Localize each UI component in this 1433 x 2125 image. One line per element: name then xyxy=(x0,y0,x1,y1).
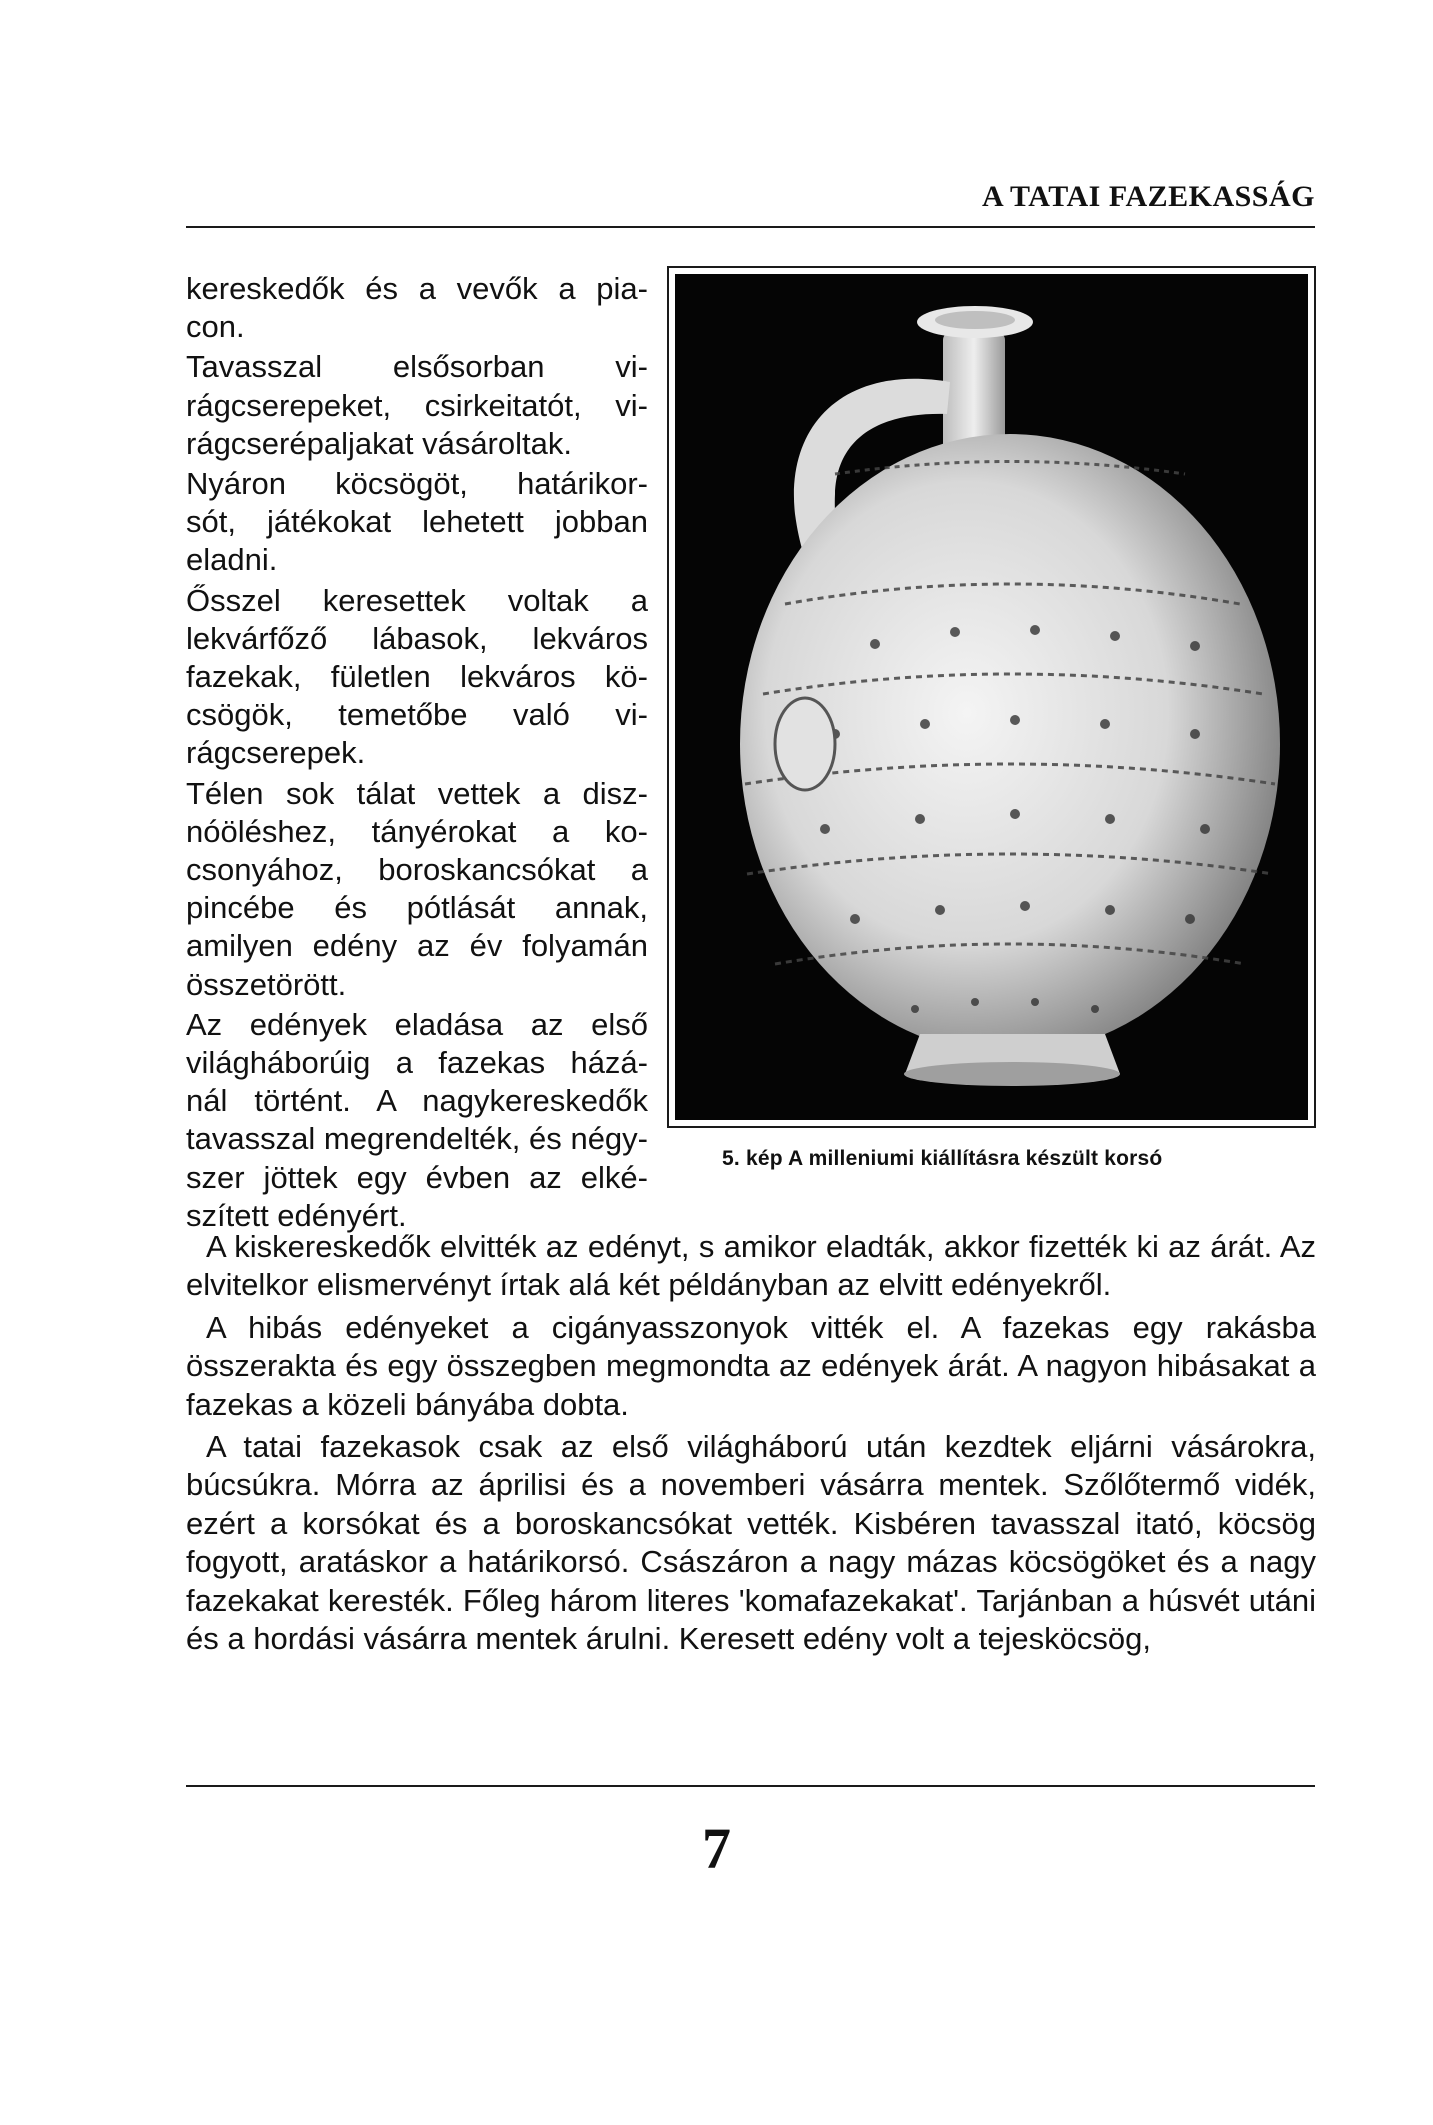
text-line: pincébe és pótlását annak, xyxy=(186,890,648,926)
text-line: tavasszal megrendelték, és négy- xyxy=(186,1121,648,1157)
paragraph-1 xyxy=(186,348,648,463)
text-line: amilyen edény az év folyamán xyxy=(186,928,648,964)
text-line: lekvárfőző lábasok, lekváros xyxy=(186,620,648,656)
paragraph-5 xyxy=(186,1006,648,1235)
paragraph-7: A hibás edényeket a cigányasszonyok vitték el. A fazekas egy rakásba összerakta és egy összegben megmondta az edények árát. A nagyon hibásakat a fazekas a közeli bányába dobta. xyxy=(186,1309,1316,1422)
text-line: rágcserepek. xyxy=(186,735,366,771)
paragraph-6: A kiskereskedők elvitték az edényt, s amikor eladták, akkor fizették ki az árát. Az elvitelkor elismervényt írtak alá két példányban az elvitt edényekről. xyxy=(186,1229,1316,1303)
left-text-column xyxy=(186,270,648,1235)
page-number: 7 xyxy=(702,1816,731,1881)
text-line: con. xyxy=(186,309,245,345)
running-title: A TATAI FAZEKASSÁG xyxy=(982,180,1315,213)
text-line: eladni. xyxy=(186,542,278,578)
text-line: Télen sok tálat vettek a disz- xyxy=(186,775,648,811)
paragraph-8: A tatai fazekasok csak az első világháború után kezdtek eljárni vásárokra, búcsúkra. Mórra az áprilisi és a novemberi vásárra mentek. Szőlőtermő vidék, ezért a korsókat és a boroskancsókat vették. Kisbéren tavasszal itató, köcsög fogyott, aratáskor a határikorsó. Császáron a nagy mázas köcsögöket és a nagy fazekakat keresték. Főleg három literes 'komafazekakat'. Tarjánban a húsvét utáni és a hordási vásárra mentek árulni. Keresett edény volt a tejesköcsög, xyxy=(186,1429,1316,1657)
text-line: rágcserépaljakat vásároltak. xyxy=(186,425,572,461)
text-line: csögök, temetőbe való vi- xyxy=(186,697,648,733)
text-line: összetörött. xyxy=(186,966,347,1002)
jug-illustration xyxy=(675,274,1308,1120)
full-width-text xyxy=(186,1228,1316,1658)
footer-rule xyxy=(186,1785,1315,1787)
jug-photo xyxy=(675,274,1308,1120)
text-line: kereskedők és a vevők a pia- xyxy=(186,271,648,306)
text-line: Az edények eladása az első xyxy=(186,1006,648,1042)
text-line: szített edényért. xyxy=(186,1197,407,1233)
text-line: nál történt. A nagykereskedők xyxy=(186,1083,648,1119)
text-line: Tavasszal elsősorban vi- xyxy=(186,349,648,385)
text-line: szer jöttek egy évben az elké- xyxy=(186,1159,648,1195)
figure-caption: 5. kép A milleniumi kiállításra készült korsó xyxy=(722,1147,1163,1170)
text-line: csonyához, boroskancsókat a xyxy=(186,852,648,888)
figure-frame xyxy=(667,266,1316,1128)
paragraph-4 xyxy=(186,775,648,1004)
text-line: rágcserepeket, csirkeitatót, vi- xyxy=(186,387,648,423)
text-line: nóöléshez, tányérokat a ko- xyxy=(186,813,648,849)
paragraph-3 xyxy=(186,582,648,773)
text-line: Nyáron köcsögöt, határikor- xyxy=(186,466,648,502)
running-header xyxy=(186,170,1315,228)
text-line: Ősszel keresettek voltak a xyxy=(186,582,648,618)
paragraph-0 xyxy=(186,270,648,346)
text-line: világháborúig a fazekas házá- xyxy=(186,1045,648,1081)
text-line: sót, játékokat lehetett jobban xyxy=(186,504,648,540)
paragraph-2 xyxy=(186,465,648,580)
text-line: fazekak, fületlen lekváros kö- xyxy=(186,659,648,695)
